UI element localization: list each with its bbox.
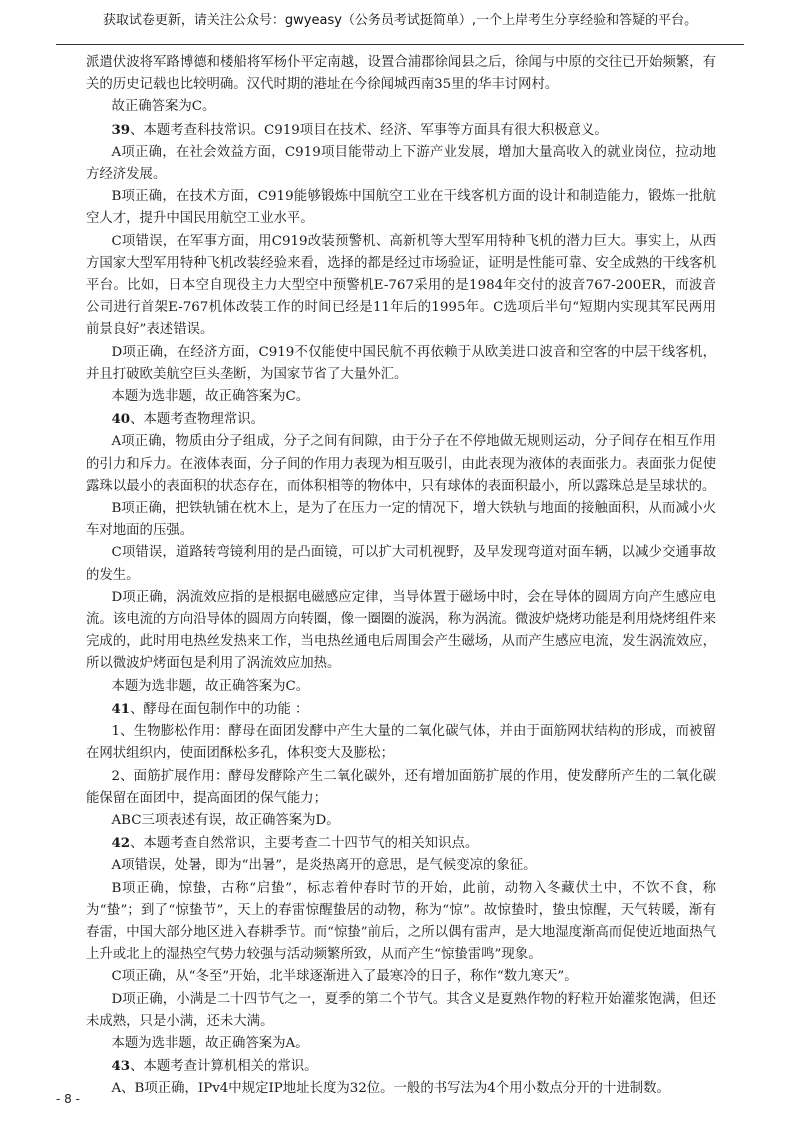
paragraph xyxy=(86,810,716,832)
paragraph-text: A项正确，在社会效益方面，C919项目能带动上下游产业发展，增加大量高收入的就业岗位，拉动地方经济发展。 xyxy=(86,144,716,183)
paragraph xyxy=(86,878,716,967)
paragraph-text: A项正确，物质由分子组成，分子之间有间隙，由于分子在不停地做无规则运动，分子间存在相互作用的引力和斥力。在液体表面，分子间的作用力表现为相互吸引，由此表现为液体的表面张力。表面张力促使露珠以最小的表面积的状态存在，而体积相等的物体中，只有球体的表面积最小，所以露珠总是呈球状的。 xyxy=(86,434,716,494)
page-header: 获取试卷更新，请关注公众号：gwyeasy（公务员考试挺简单）,一个上岸考生分享经验和答疑的平台。 xyxy=(102,13,698,28)
paragraph xyxy=(86,342,716,386)
paragraph xyxy=(86,1033,716,1055)
header-divider xyxy=(56,44,744,45)
paragraph-text: ABC三项表述有误，故正确答案为D。 xyxy=(111,812,340,828)
paragraph-text: 2、面筋扩展作用：酵母发酵除产生二氧化碳外，还有增加面筋扩展的作用，使发酵所产生的二氧化碳能保留在面团中，提高面团的保气能力； xyxy=(86,768,716,806)
paragraph xyxy=(86,966,716,988)
paragraph-text: 本题为选非题，故正确答案为C。 xyxy=(111,389,310,405)
page-number: - 8 - xyxy=(56,1092,80,1106)
paragraph-text: 、本题考查自然常识，主要考查二十四节气的相关知识点。 xyxy=(130,836,479,852)
paragraph-text: B项正确，在技术方面，C919能够锻炼中国航空工业在干线客机方面的设计和制造能力，锻炼一批航空人才，提升中国民用航空工业水平。 xyxy=(86,189,716,227)
paragraph-text: 、本题考查物理常识。 xyxy=(130,412,264,428)
paragraph xyxy=(86,386,716,408)
question-heading xyxy=(86,832,716,855)
paragraph xyxy=(86,766,716,810)
paragraph xyxy=(86,186,716,230)
paragraph xyxy=(86,587,716,676)
question-number: 43 xyxy=(111,1058,131,1075)
paragraph xyxy=(86,142,716,186)
paragraph xyxy=(86,498,716,542)
question-heading xyxy=(86,408,716,431)
paragraph-text: 本题为选非题，故正确答案为C。 xyxy=(111,678,310,694)
paragraph-text: C项错误，在军事方面，用C919改装预警机、高新机等大型军用特种飞机的潜力巨大。事实上，从西方国家大型军用特种飞机改装经验来看，选择的都是经过市场验证，证明是性能可靠、安全成熟的干线客机平台。比如，日本空自现役主力大型空中预警机E-767采用的是1984年交付的波音767-200ER，而波音公司进行首架E-767机体改装工作的时间已经是11年后的1995年。C选项后半句“短期内实现其军民两用前景良好”表述错误。 xyxy=(86,233,716,338)
paragraph xyxy=(86,52,716,96)
paragraph-text: C项正确，从“冬至”开始，北半球逐渐进入了最寒冷的日子，称作“数九寒天”。 xyxy=(111,969,578,985)
paragraph xyxy=(86,1078,716,1100)
paragraph xyxy=(86,989,716,1033)
paragraph-text: B项正确，把铁轨铺在枕木上，是为了在压力一定的情况下，增大铁轨与地面的接触面积，从而减小火车对地面的压强。 xyxy=(86,501,716,539)
paragraph-text: A项错误，处暑，即为“出暑”，是炎热离开的意思，是气候变凉的象征。 xyxy=(111,858,537,874)
paragraph xyxy=(86,721,716,765)
question-number: 39 xyxy=(111,121,131,138)
paragraph-text: D项正确，小满是二十四节气之一，夏季的第二个节气。其含义是夏熟作物的籽粒开始灌浆饱满，但还未成熟，只是小满，还未大满。 xyxy=(86,991,716,1029)
paragraph xyxy=(86,96,716,118)
paragraph xyxy=(86,855,716,877)
document-body xyxy=(86,52,716,1101)
paragraph xyxy=(86,431,716,498)
paragraph-text: 1、生物膨松作用：酵母在面团发酵中产生大量的二氧化碳气体，并由于面筋网状结构的形成，而被留在网状组织内，使面团酥松多孔，体积变大及膨松； xyxy=(86,724,716,762)
paragraph-text: 本题为选非题，故正确答案为A。 xyxy=(111,1035,309,1051)
paragraph-text: A、B项正确，IPv4中规定IP地址长度为32位。一般的书写法为4个用小数点分开的十进制数。 xyxy=(111,1081,670,1097)
paragraph-text: D项正确，在经济方面，C919不仅能使中国民航不再依赖于从欧美进口波音和空客的中层干线客机，并且打破欧美航空巨头垄断，为国家节省了大量外汇。 xyxy=(86,344,716,382)
paragraph-text: 派遣伏波将军路博德和楼船将军杨仆平定南越，设置合浦郡徐闻县之后，徐闻与中原的交往已开始频繁，有关的历史记载也比较明确。汉代时期的港址在今徐闻城西南35里的华丰讨网村。 xyxy=(86,55,716,93)
paragraph-text: C项错误，道路转弯镜利用的是凸面镜，可以扩大司机视野，及早发现弯道对面车辆，以减少交通事故的发生。 xyxy=(86,545,716,583)
paragraph-text: 、本题考查科技常识。C919项目在技术、经济、军事等方面具有很大积极意义。 xyxy=(130,122,608,138)
paragraph-text: D项正确，涡流效应指的是根据电磁感应定律，当导体置于磁场中时，会在导体的圆周方向产生感应电流。该电流的方向沿导体的圆周方向转圈，像一圈圈的漩涡，称为涡流。微波炉烧烤功能是利用烧烤组件来完成的，此时用电热丝发热来工作，当电热丝通电后周围会产生磁场，从而产生感应电流，发生涡流效应，所以微波炉烤面包是利用了涡流效应加热。 xyxy=(86,589,716,672)
paragraph xyxy=(86,542,716,586)
paragraph xyxy=(86,231,716,342)
question-number: 41 xyxy=(111,700,131,717)
paragraph-text: 故正确答案为C。 xyxy=(111,99,216,115)
question-heading xyxy=(86,698,716,721)
paragraph-text: B项正确，惊蛰，古称“启蛰”，标志着仲春时节的开始，此前，动物入冬藏伏土中，不饮不食，称为“蛰”；到了“惊蛰节”，天上的春雷惊醒蛰居的动物，称为“惊”。故惊蛰时，蛰虫惊醒，天气转暖，渐有春雷，中国大部分地区进入春耕季节。而“惊蛰”前后，之所以偶有雷声，是大地湿度渐高而促使近地面热气上升或北上的湿热空气势力较强与活动频繁所致，从而产生“惊蛰雷鸣”现象。 xyxy=(86,880,716,963)
question-number: 42 xyxy=(111,835,131,852)
paragraph-text: 、本题考查计算机相关的常识。 xyxy=(130,1059,318,1075)
question-number: 40 xyxy=(111,411,131,428)
paragraph-text: 、酵母在面包制作中的功能 ： xyxy=(130,701,309,717)
question-heading xyxy=(86,1055,716,1078)
question-heading xyxy=(86,119,716,142)
paragraph xyxy=(86,676,716,698)
